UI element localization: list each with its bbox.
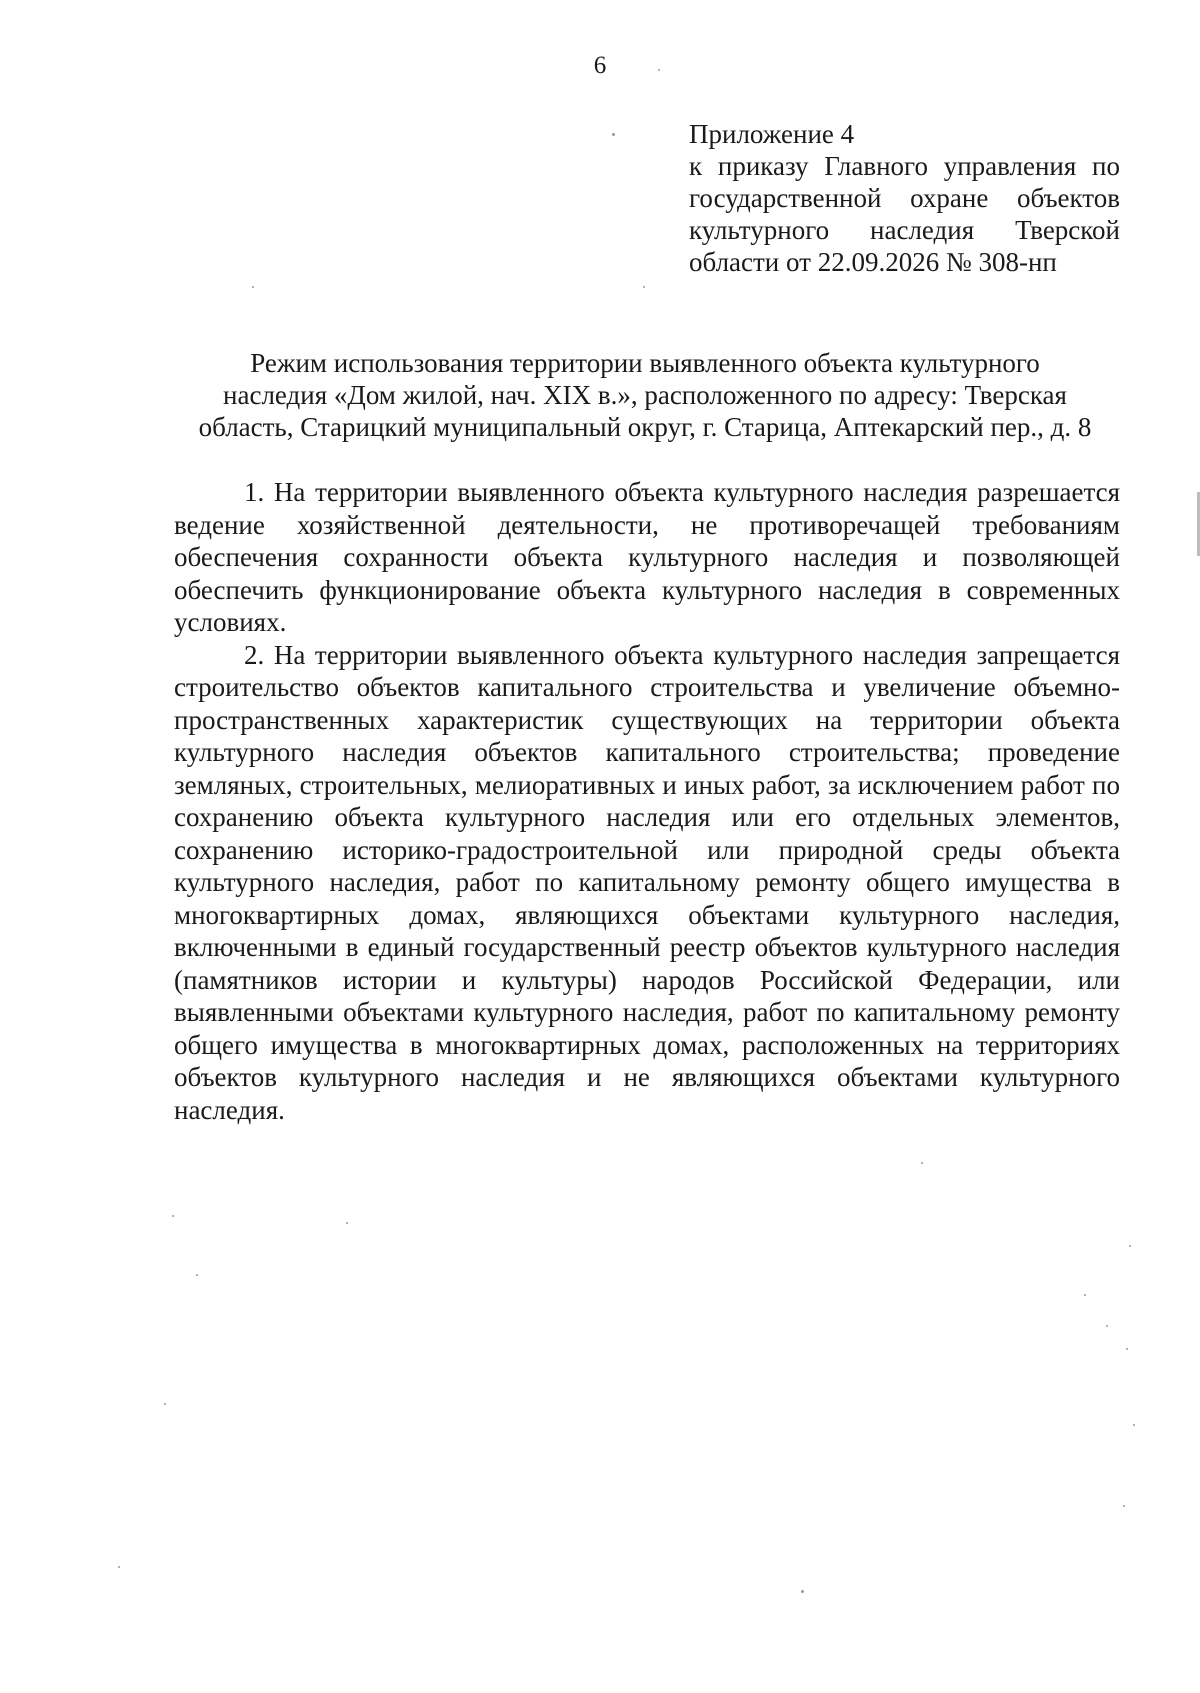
- scan-speck: [1123, 1505, 1125, 1507]
- document-title: [170, 347, 1120, 443]
- scan-speck: [346, 1222, 348, 1224]
- title-line: область, Старицкий муниципальный округ, г. Старица, Аптекарский пер., д. 8: [198, 412, 1092, 442]
- scan-speck: [921, 1162, 923, 1164]
- scan-speck: [1133, 1424, 1135, 1426]
- appendix-line: культурного наследия Тверской: [689, 215, 1120, 245]
- scan-speck: [612, 133, 615, 136]
- scan-speck: [801, 1590, 804, 1593]
- scan-speck: [196, 1274, 198, 1276]
- scan-speck: [118, 1566, 120, 1568]
- scan-speck: [1084, 1294, 1086, 1296]
- appendix-line: к приказу Главного управления по: [689, 151, 1120, 181]
- title-line: наследия «Дом жилой, нач. XIX в.», расположенного по адресу: Тверская: [223, 380, 1067, 410]
- scan-speck: [252, 286, 254, 288]
- scan-speck: [1106, 1325, 1108, 1327]
- appendix-line: Приложение 4: [689, 119, 855, 149]
- scan-speck: [1129, 1245, 1131, 1247]
- appendix-line: области от 22.09.2026 № 308-нп: [689, 247, 1057, 277]
- scan-speck: [643, 286, 645, 288]
- appendix-line: государственной охране объектов: [689, 183, 1120, 213]
- scan-speck: [172, 1215, 174, 1217]
- paragraph-1: 1. На территории выявленного объекта культурного наследия разрешается ведение хозяйственной деятельности, не противоречащей требованиям обеспечения сохранности объекта культурного наследия и позволяющей обеспечить функционирование объекта культурного наследия в современных условиях.: [174, 477, 1120, 637]
- document-body: [174, 476, 1120, 1126]
- scan-speck: [164, 1403, 166, 1405]
- scan-speck: [1126, 1348, 1128, 1350]
- page-number: 6: [593, 52, 607, 79]
- title-line: Режим использования территории выявленного объекта культурного: [250, 348, 1040, 378]
- appendix-header: [689, 118, 1120, 278]
- scan-speck: [658, 69, 660, 71]
- paragraph-2: 2. На территории выявленного объекта культурного наследия запрещается строительство объектов капитального строительства и увеличение объемно-пространственных характеристик существующих на территории объекта культурного наследия объектов капитального строительства; проведение земляных, строительных, мелиоративных и иных работ, за исключением работ по сохранению объекта культурного наследия или его отдельных элементов, сохранению историко-градостроительной или природной среды объекта культурного наследия, работ по капитальному ремонту общего имущества в многоквартирных домах, являющихся объектами культурного наследия, включенными в единый государственный реестр объектов культурного наследия (памятников истории и культуры) народов Российской Федерации, или выявленными объектами культурного наследия, работ по капитальному ремонту общего имущества в многоквартирных домах, расположенных на территориях объектов культурного наследия и не являющихся объектами культурного наследия.: [174, 639, 1120, 1125]
